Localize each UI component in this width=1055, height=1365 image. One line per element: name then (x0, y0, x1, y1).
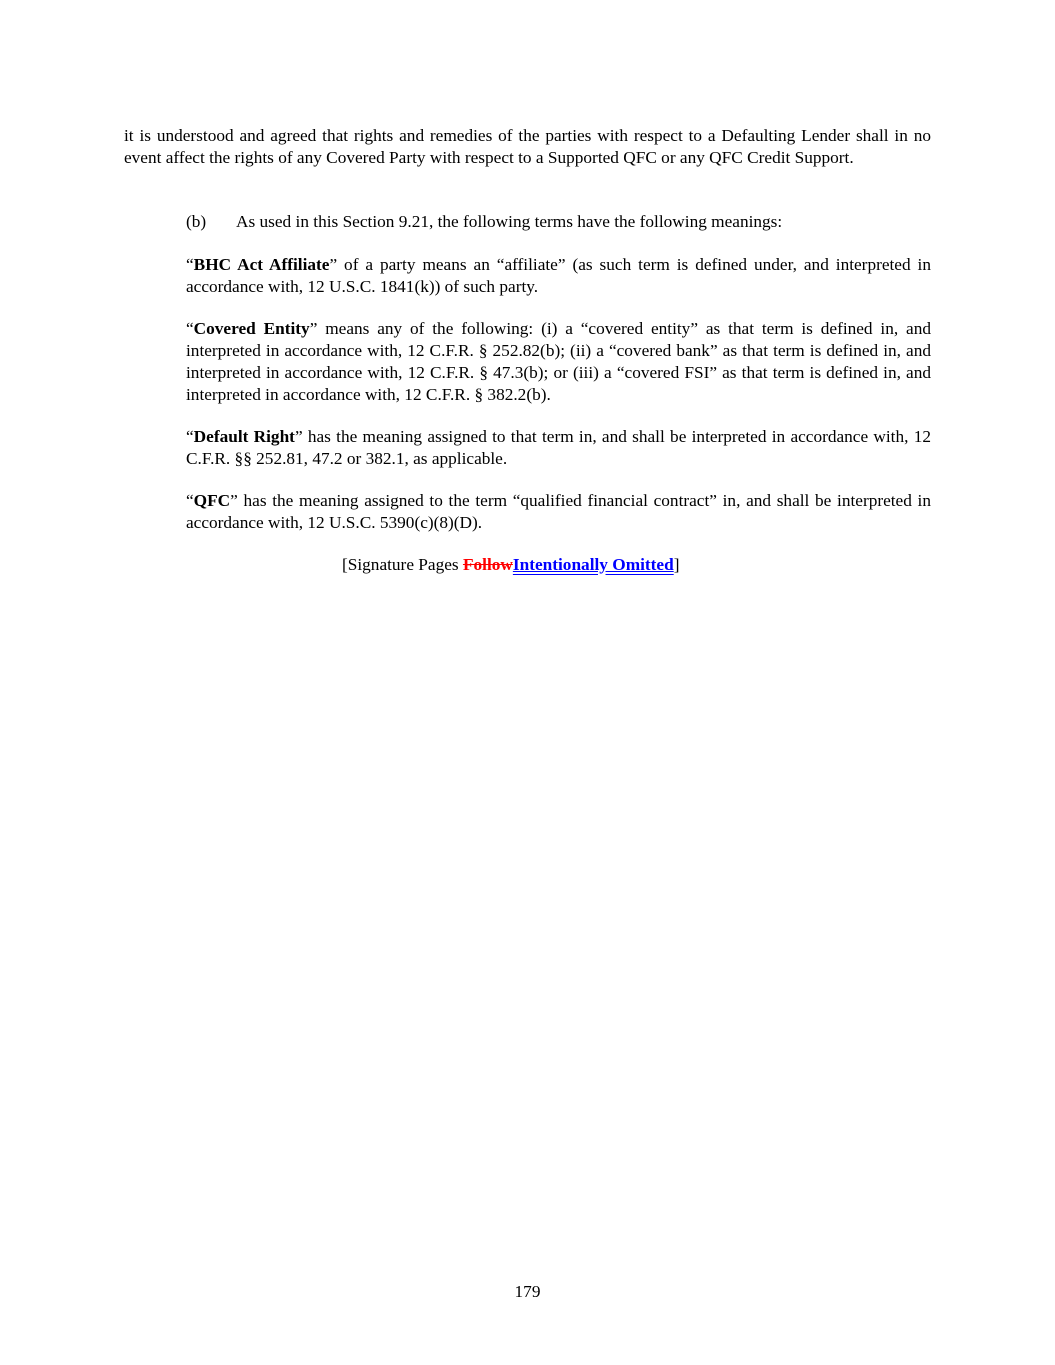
intro-paragraph: it is understood and agreed that rights and remedies of the parties with respect to a Defaulting Lender shall in no event affect the rights of any Covered Party with respect to a Supported QFC or any QFC Credit Support. (124, 126, 931, 167)
page-number: 179 (514, 1282, 541, 1301)
close-quote: ” (329, 255, 338, 274)
subsection-b-text: As used in this Section 9.21, the following terms have the following meanings: (236, 212, 783, 231)
definition-text: has the meaning assigned to that term in, and shall be interpreted in accordance with, 12 C.F.R. §§ 252.81, 47.2 or 382.1, as applicable. (186, 427, 931, 468)
definition-text: means any of the following: (i) a “covered entity” as that term is defined in, and interpreted in accordance with, 12 C.F.R. § 252.82(b); (ii) a “covered bank” as that term is defined in, and interpreted in accordance with, 12 C.F.R. § 47.3(b); or (iii) a “covered FSI” as that term is defined in, and interpreted in accordance with, 12 C.F.R. § 382.2(b). (186, 319, 931, 404)
open-quote: “ (186, 319, 194, 338)
subsection-b-enumerator: (b) (186, 212, 207, 231)
defined-term: Default Right (193, 427, 295, 446)
open-quote: “ (186, 255, 194, 274)
definition-covered-entity (186, 318, 931, 406)
definition-qfc (186, 490, 931, 534)
signature-prefix: [Signature Pages (342, 555, 463, 574)
close-quote: ” (294, 427, 303, 446)
definition-text: has the meaning assigned to the term “qualified financial contract” in, and shall be interpreted in accordance with, 12 U.S.C. 5390(c)(8)(D). (186, 491, 931, 532)
definition-text: of a party means an “affiliate” (as such term is defined under, and interpreted in accordance with, 12 U.S.C. 1841(k)) of such party. (186, 255, 931, 296)
defined-term: QFC (193, 491, 231, 510)
close-quote: ” (230, 491, 238, 510)
subsection-b (186, 211, 931, 233)
definition-default-right (186, 426, 931, 470)
open-quote: “ (186, 427, 194, 446)
open-quote: “ (186, 491, 194, 510)
signature-suffix: ] (673, 555, 680, 574)
inserted-text: Intentionally Omitted (512, 555, 674, 574)
close-quote: ” (309, 319, 318, 338)
definition-bhc-act-affiliate (186, 254, 931, 298)
defined-term: Covered Entity (193, 319, 310, 338)
deleted-text: Follow (462, 555, 513, 574)
signature-pages-line (342, 554, 842, 576)
defined-term: BHC Act Affiliate (193, 255, 330, 274)
